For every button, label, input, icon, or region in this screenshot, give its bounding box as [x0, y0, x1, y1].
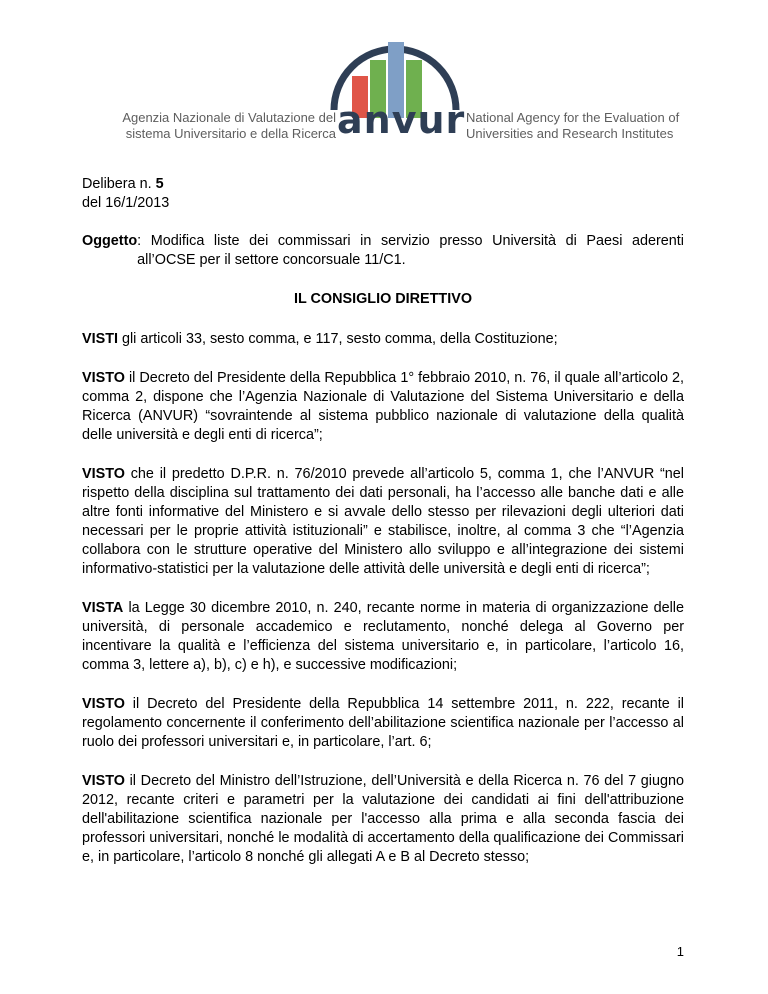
subject-label: Oggetto — [82, 233, 138, 249]
agency-name-italian: Agenzia Nazionale di Valutazione del sistema Universitario e della Ricerca — [122, 110, 336, 141]
agency-name-english: National Agency for the Evaluation of Universities and Research Institutes — [466, 110, 680, 141]
document-body — [82, 175, 684, 887]
logo-wordmark: anvur — [337, 98, 466, 142]
premise-paragraph: VISTO il Decreto del Ministro dell’Istruzione, dell’Università e della Ricerca n. 76 del 7 giugno 2012, recante criteri e parametri per la valutazione dei candidati ai fini dell'attribuzione dell'abilitazione scientifica nazionale per l'accesso alla prima e alla seconda fascia dei professori universitari, nonché le modalità di accertamento della qualificazione dei Commissari e, in particolare, l’articolo 8 nonché gli allegati A e B al Decreto stesso; — [82, 773, 684, 865]
delibera-info: Delibera n. 5 del 16/1/2013 — [82, 176, 170, 211]
subject-text: : Modifica liste dei commissari in servizio presso Università di Paesi aderenti all’OCSE per il settore concorsuale 11/C1. — [137, 233, 684, 268]
premises — [82, 330, 684, 867]
section-title: IL CONSIGLIO DIRETTIVO — [293, 291, 473, 307]
premise-paragraph: VISTO che il predetto D.P.R. n. 76/2010 prevede all’articolo 5, comma 1, che l’ANVUR “nel rispetto della disciplina sul trattamento dei dati personali, ha l’accesso alle banche dati e alle altre fonti informative del Ministero e si avvale dello stesso per rilevazioni degli ulteriori dati necessari per le proprie attività istituzionali” e stabilisce, inoltre, al comma 3 che “l’Agenzia collabora con le strutture operative del Ministero allo sviluppo e all’integrazione dei sistemi informativo-statistici per la valutazione delle attività delle università e degli enti di ricerca”; — [82, 466, 684, 577]
subject — [82, 232, 684, 270]
letterhead — [0, 0, 768, 150]
premise-paragraph: VISTO il Decreto del Presidente della Repubblica 1° febbraio 2010, n. 76, il quale all’articolo 2, comma 2, dispone che l’Agenzia Nazionale di Valutazione del Sistema Universitario e della Ricerca (ANVUR) “sovraintende al sistema pubblico nazionale di valutazione della qualità delle università e degli enti di ricerca”; — [82, 370, 684, 443]
premise-paragraph: VISTA la Legge 30 dicembre 2010, n. 240, recante norme in materia di organizzazione delle università, di personale accademico e reclutamento, nonché delega al Governo per incentivare la qualità e l’efficienza del sistema universitario e, in particolare, l’articolo 16, comma 3, lettere a), b), c) e h), e successive modificazioni; — [82, 600, 684, 673]
premise-paragraph: VISTO il Decreto del Presidente della Repubblica 14 settembre 2011, n. 222, recante il regolamento concernente il conferimento dell’abilitazione scientifica nazionale per l’accesso al ruolo dei professori universitari e, in particolare, l’art. 6; — [82, 696, 684, 750]
page-number: 1 — [676, 944, 684, 959]
premise-paragraph: VISTI gli articoli 33, sesto comma, e 117, sesto comma, della Costituzione; — [82, 331, 558, 347]
